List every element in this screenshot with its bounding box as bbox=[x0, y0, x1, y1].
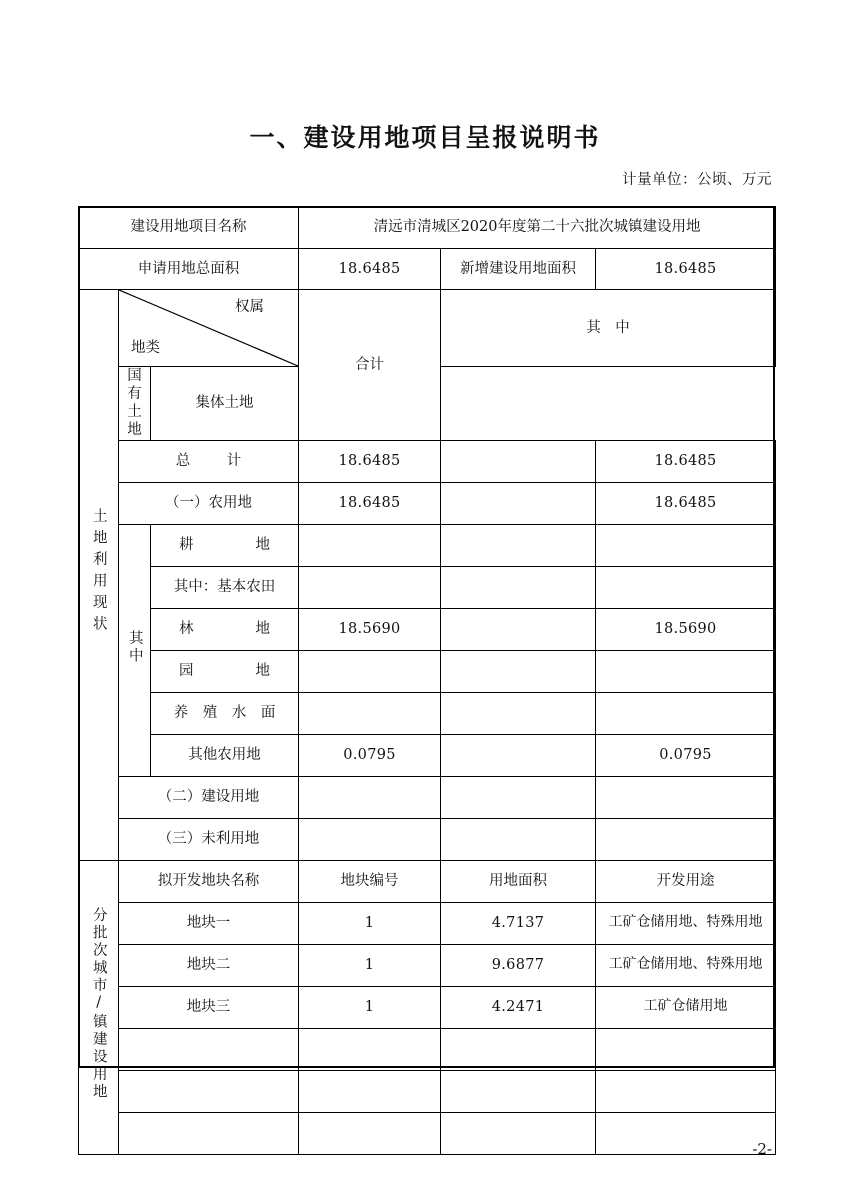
table-row bbox=[79, 818, 776, 860]
row-label: （三）未利用地 bbox=[119, 818, 299, 860]
land-use-application-table bbox=[78, 206, 775, 1155]
parcel-code bbox=[299, 1070, 441, 1112]
parcel-code bbox=[299, 1028, 441, 1070]
parcel-name bbox=[119, 1070, 299, 1112]
table-row bbox=[79, 566, 776, 608]
table-row bbox=[79, 650, 776, 692]
row-collective bbox=[596, 524, 776, 566]
table-row bbox=[79, 482, 776, 524]
row-label: 养 殖 水 面 bbox=[173, 704, 281, 721]
row-label: （二）建设用地 bbox=[119, 776, 299, 818]
row-state bbox=[441, 566, 596, 608]
parcel-name bbox=[119, 1112, 299, 1154]
parcel-code: 1 bbox=[299, 944, 441, 986]
parcel-name-header: 拟开发地块名称 bbox=[119, 860, 299, 902]
parcel-area bbox=[441, 1112, 596, 1154]
table-row bbox=[79, 692, 776, 734]
table-row-total-area bbox=[79, 249, 776, 290]
table-row bbox=[79, 608, 776, 650]
table-row-project-name bbox=[79, 207, 776, 249]
row-total bbox=[299, 524, 441, 566]
row-collective: 18.5690 bbox=[596, 608, 776, 650]
table-row bbox=[79, 1028, 776, 1070]
parcel-name: 地块三 bbox=[119, 986, 299, 1028]
page-title: 一、建设用地项目呈报说明书 bbox=[249, 123, 601, 152]
row-label: 园 地 bbox=[179, 662, 281, 679]
row-collective bbox=[596, 650, 776, 692]
subtotal-header: 合计 bbox=[299, 290, 441, 441]
ownership-label: 权属 bbox=[235, 299, 265, 315]
row-total: 18.6485 bbox=[299, 482, 441, 524]
row-state bbox=[441, 608, 596, 650]
section-label-among-which: 其中 bbox=[119, 524, 151, 776]
parcel-name: 地块一 bbox=[119, 902, 299, 944]
table-row-parcel-header bbox=[79, 860, 776, 902]
parcel-area: 4.7137 bbox=[441, 902, 596, 944]
row-total bbox=[299, 818, 441, 860]
row-state bbox=[441, 524, 596, 566]
parcel-code: 1 bbox=[299, 986, 441, 1028]
row-collective bbox=[596, 566, 776, 608]
project-name-label: 建设用地项目名称 bbox=[79, 207, 299, 249]
row-total bbox=[299, 692, 441, 734]
row-total bbox=[299, 776, 441, 818]
row-state bbox=[441, 776, 596, 818]
landtype-label: 地类 bbox=[131, 339, 160, 356]
table-row bbox=[79, 776, 776, 818]
parcel-name: 地块二 bbox=[119, 944, 299, 986]
parcel-code-header: 地块编号 bbox=[299, 860, 441, 902]
row-total bbox=[299, 650, 441, 692]
parcel-purpose bbox=[596, 1028, 776, 1070]
row-label: 其中：基本农田 bbox=[151, 566, 299, 608]
row-total: 18.5690 bbox=[299, 608, 441, 650]
row-total: 18.6485 bbox=[299, 440, 441, 482]
measurement-unit-note: 计量单位：公顷、万元 bbox=[622, 172, 772, 188]
row-collective bbox=[596, 818, 776, 860]
page-number: -2- bbox=[752, 1140, 772, 1158]
parcel-area bbox=[441, 1070, 596, 1112]
parcel-purpose-header: 开发用途 bbox=[596, 860, 776, 902]
parcel-code: 1 bbox=[299, 902, 441, 944]
table-row bbox=[79, 944, 776, 986]
ownership-landtype-diagonal-header bbox=[119, 290, 299, 367]
total-area-label: 申请用地总面积 bbox=[79, 249, 299, 290]
parcel-purpose: 工矿仓储用地 bbox=[596, 986, 776, 1028]
parcel-name bbox=[119, 1028, 299, 1070]
table-row bbox=[79, 1070, 776, 1112]
table-row bbox=[79, 440, 776, 482]
row-label: 耕 地 bbox=[179, 536, 281, 553]
table-row bbox=[79, 734, 776, 776]
project-name-value: 清远市清城区2020年度第二十六批次城镇建设用地 bbox=[299, 207, 776, 249]
row-total bbox=[299, 566, 441, 608]
state-owned-header: 国有土地 bbox=[119, 367, 151, 441]
table-row bbox=[79, 524, 776, 566]
row-state bbox=[441, 650, 596, 692]
table-row bbox=[79, 1112, 776, 1154]
row-collective bbox=[596, 776, 776, 818]
table-row bbox=[79, 902, 776, 944]
section-label-batch-construction: 分批次城市/镇建设用地 bbox=[79, 860, 119, 1154]
parcel-area-header: 用地面积 bbox=[441, 860, 596, 902]
section-label-land-use-status: 土地利用现状 bbox=[79, 290, 119, 861]
row-state bbox=[441, 440, 596, 482]
parcel-purpose bbox=[596, 1070, 776, 1112]
parcel-purpose: 工矿仓储用地、特殊用地 bbox=[596, 944, 776, 986]
parcel-purpose bbox=[596, 1112, 776, 1154]
row-state bbox=[441, 734, 596, 776]
row-collective: 18.6485 bbox=[596, 440, 776, 482]
row-state bbox=[441, 692, 596, 734]
row-label: 总 计 bbox=[175, 452, 253, 469]
parcel-area bbox=[441, 1028, 596, 1070]
among-which-header: 其 中 bbox=[441, 290, 776, 367]
row-total: 0.0795 bbox=[299, 734, 441, 776]
parcel-code bbox=[299, 1112, 441, 1154]
row-collective bbox=[596, 692, 776, 734]
new-construction-label: 新增建设用地面积 bbox=[441, 249, 596, 290]
row-label: （一）农用地 bbox=[119, 482, 299, 524]
row-collective: 18.6485 bbox=[596, 482, 776, 524]
parcel-purpose: 工矿仓储用地、特殊用地 bbox=[596, 902, 776, 944]
row-state bbox=[441, 482, 596, 524]
parcel-area: 9.6877 bbox=[441, 944, 596, 986]
table-row bbox=[79, 986, 776, 1028]
new-construction-value: 18.6485 bbox=[596, 249, 776, 290]
parcel-area: 4.2471 bbox=[441, 986, 596, 1028]
table-row-header-ownership bbox=[79, 290, 776, 367]
total-area-value: 18.6485 bbox=[299, 249, 441, 290]
row-label: 林 地 bbox=[179, 620, 281, 637]
collective-header: 集体土地 bbox=[151, 367, 299, 441]
row-label: 其他农用地 bbox=[151, 734, 299, 776]
row-collective: 0.0795 bbox=[596, 734, 776, 776]
row-state bbox=[441, 818, 596, 860]
